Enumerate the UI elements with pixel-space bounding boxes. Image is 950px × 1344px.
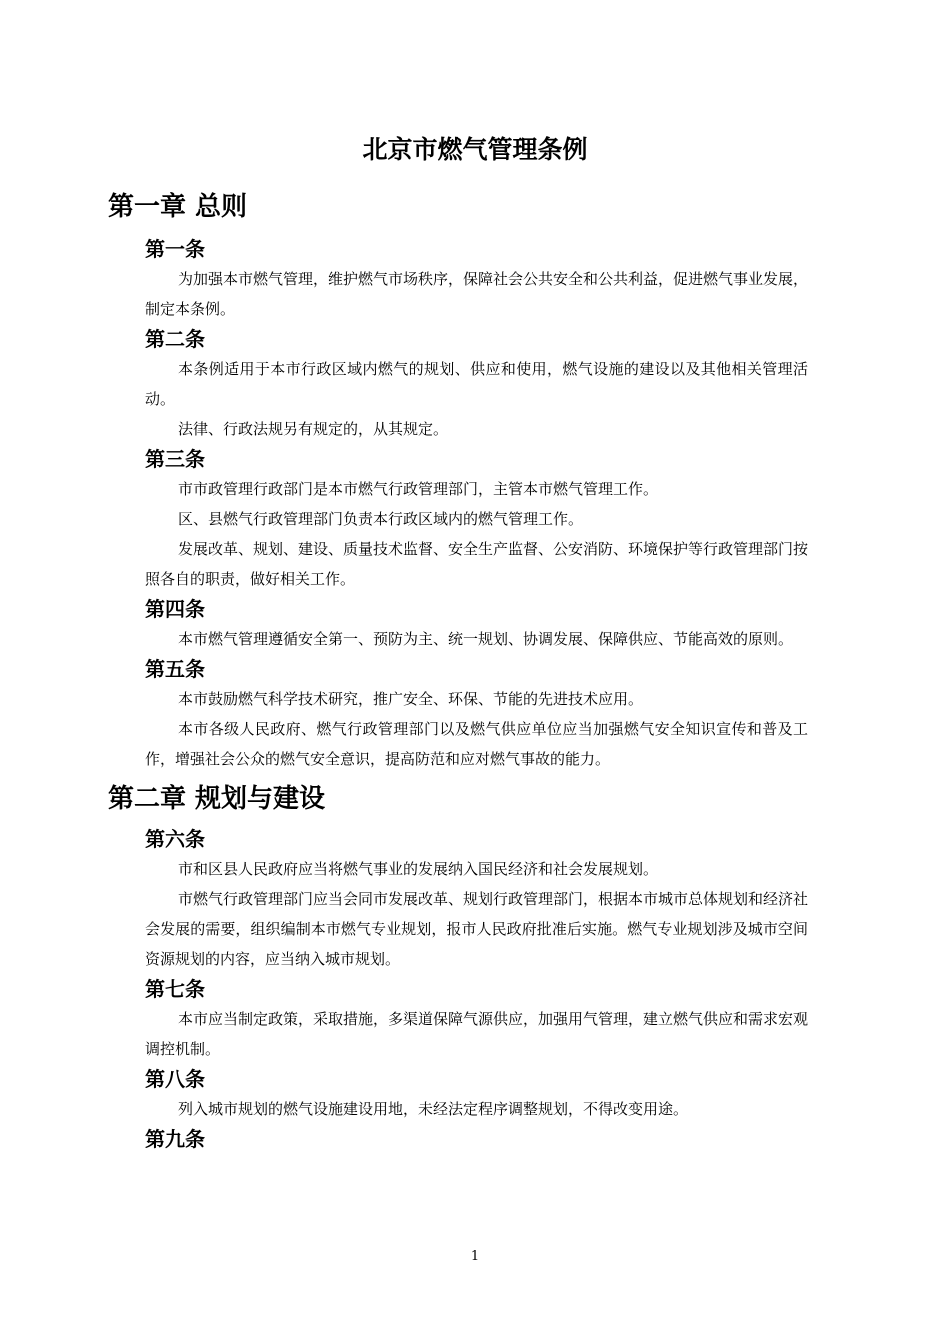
article-paragraph: 本条例适用于本市行政区域内燃气的规划、供应和使用，燃气设施的建设以及其他相关管理活动。 [145,360,808,408]
article-heading: 第七条 [145,977,205,1001]
article-heading: 第六条 [145,827,205,851]
article-heading: 第三条 [145,447,205,471]
article-7 [108,974,808,1064]
article-paragraph: 本市应当制定政策，采取措施，多渠道保障气源供应，加强用气管理，建立燃气供应和需求宏观调控机制。 [145,1010,809,1058]
document-body [108,186,808,1154]
article-heading: 第八条 [145,1067,205,1091]
article-9 [108,1124,808,1154]
article-paragraph: 列入城市规划的燃气设施建设用地，未经法定程序调整规划，不得改变用途。 [178,1100,689,1118]
chapter-1 [108,188,808,774]
article-6 [108,824,808,974]
article-paragraph: 市和区县人民政府应当将燃气事业的发展纳入国民经济和社会发展规划。 [178,860,659,878]
document-title: 北京市燃气管理条例 [362,135,588,164]
chapter-heading: 第一章 总则 [108,192,248,222]
article-paragraph: 市市政管理行政部门是本市燃气行政管理部门，主管本市燃气管理工作。 [178,480,659,498]
article-paragraph: 市燃气行政管理部门应当会同市发展改革、规划行政管理部门，根据本市城市总体规划和经济社会发展的需要，组织编制本市燃气专业规划，报市人民政府批准后实施。燃气专业规划涉及城市空间资源规划的内容，应当纳入城市规划。 [145,890,809,968]
article-3 [108,444,808,594]
page-number: 1 [470,1249,480,1264]
article-heading: 第二条 [145,327,205,351]
article-paragraph: 本市燃气管理遵循安全第一、预防为主、统一规划、协调发展、保障供应、节能高效的原则。 [178,630,794,648]
article-paragraph: 本市各级人民政府、燃气行政管理部门以及燃气供应单位应当加强燃气安全知识宣传和普及工作，增强社会公众的燃气安全意识，提高防范和应对燃气事故的能力。 [145,720,808,768]
article-paragraph: 本市鼓励燃气科学技术研究，推广安全、环保、节能的先进技术应用。 [178,690,644,708]
article-paragraph: 为加强本市燃气管理，维护燃气市场秩序，保障社会公共安全和公共利益，促进燃气事业发展，制定本条例。 [145,270,809,318]
chapter-2 [108,780,808,1154]
article-5 [108,654,808,774]
article-heading: 第五条 [145,657,205,681]
article-heading: 第四条 [145,597,205,621]
chapter-heading: 第二章 规划与建设 [108,784,326,814]
article-paragraph: 法律、行政法规另有规定的，从其规定。 [178,420,449,438]
article-8 [108,1064,808,1124]
article-heading: 第一条 [145,237,205,261]
article-2 [108,324,808,444]
article-paragraph: 发展改革、规划、建设、质量技术监督、安全生产监督、公安消防、环境保护等行政管理部门按照各自的职责，做好相关工作。 [145,540,809,588]
article-heading: 第九条 [145,1127,205,1151]
article-1 [108,234,808,324]
article-4 [108,594,808,654]
article-paragraph: 区、县燃气行政管理部门负责本行政区域内的燃气管理工作。 [178,510,584,528]
